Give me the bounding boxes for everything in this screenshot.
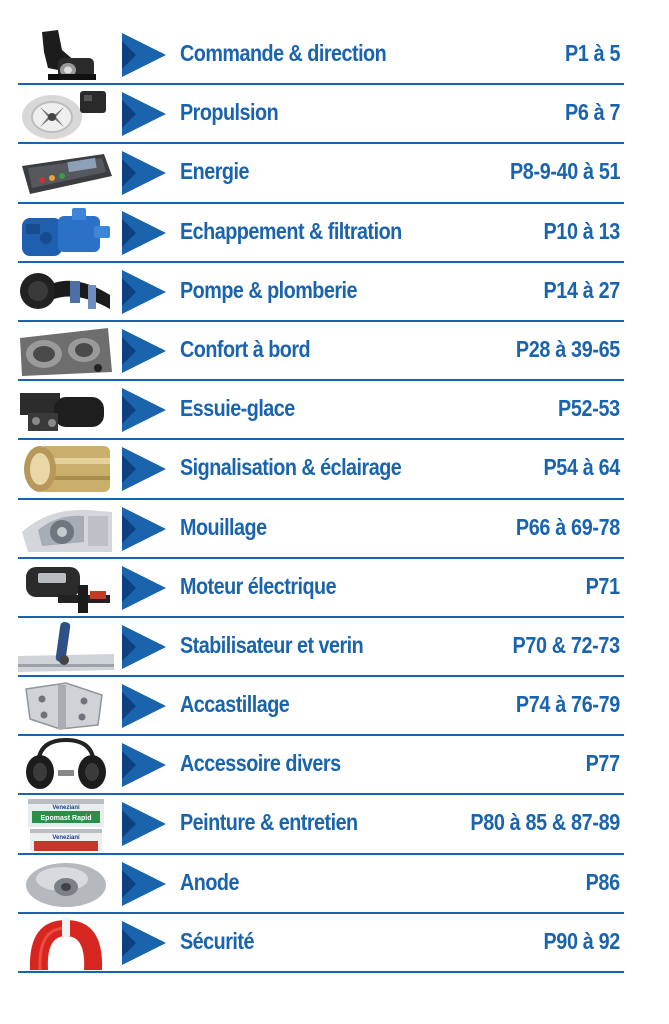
ear-muffs-icon xyxy=(18,738,114,792)
pump-hose-icon xyxy=(18,265,114,319)
toc-label: Mouillage xyxy=(180,513,267,540)
toc-row-commande-direction[interactable] xyxy=(18,26,624,85)
toc-row-mouillage[interactable] xyxy=(18,500,624,559)
toc-label: Propulsion xyxy=(180,99,279,126)
anode-icon xyxy=(18,857,114,911)
toc-page-range: P66 à 69-78 xyxy=(516,513,620,540)
throttle-control-icon xyxy=(18,28,114,82)
toc-label: Signalisation & éclairage xyxy=(180,454,402,481)
arrow-icon xyxy=(116,386,168,434)
toc-label: Echappement & filtration xyxy=(180,217,402,244)
toc-page-range: P52-53 xyxy=(558,395,620,422)
table-of-contents xyxy=(18,26,624,973)
toc-row-anode[interactable] xyxy=(18,855,624,914)
arrow-icon xyxy=(116,31,168,79)
arrow-icon xyxy=(116,209,168,257)
toc-label: Accessoire divers xyxy=(180,750,341,777)
toc-row-securite[interactable] xyxy=(18,914,624,973)
arrow-icon xyxy=(116,741,168,789)
paint-can-icon xyxy=(18,797,114,851)
toc-row-confort-a-bord[interactable] xyxy=(18,322,624,381)
arrow-icon xyxy=(116,800,168,848)
toc-row-essuie-glace[interactable] xyxy=(18,381,624,440)
toc-page-range: P74 à 76-79 xyxy=(516,691,620,718)
toc-page-range: P14 à 27 xyxy=(543,276,620,303)
toc-page-range: P1 à 5 xyxy=(564,40,620,66)
stove-icon xyxy=(18,324,114,378)
toc-label: Sécurité xyxy=(180,927,254,954)
toc-page-range: P6 à 7 xyxy=(564,99,620,126)
paint-brand-text: Veneziani xyxy=(52,835,80,842)
toc-row-accastillage[interactable] xyxy=(18,677,624,736)
toc-row-echappement-filtration[interactable] xyxy=(18,204,624,263)
arrow-icon xyxy=(116,919,168,967)
toc-row-moteur-electrique[interactable] xyxy=(18,559,624,618)
water-lock-muffler-icon xyxy=(18,206,114,260)
battery-charger-icon xyxy=(18,146,114,200)
toc-label: Energie xyxy=(180,158,249,185)
toc-row-energie[interactable] xyxy=(18,144,624,203)
toc-page-range: P90 à 92 xyxy=(543,927,620,954)
toc-label: Anode xyxy=(180,868,239,895)
toc-row-accessoire-divers[interactable] xyxy=(18,736,624,795)
arrow-icon xyxy=(116,327,168,375)
brass-light-icon xyxy=(18,442,114,496)
toc-row-pompe-plomberie[interactable] xyxy=(18,263,624,322)
toc-page-range: P10 à 13 xyxy=(543,217,620,244)
toc-page-range: P28 à 39-65 xyxy=(516,335,620,362)
toc-label: Commande & direction xyxy=(180,40,387,66)
toc-row-stabilisateur-verin[interactable] xyxy=(18,618,624,677)
arrow-icon xyxy=(116,268,168,316)
toc-page-range: P77 xyxy=(585,750,620,777)
arrow-icon xyxy=(116,149,168,197)
toc-page-range: P80 à 85 & 87-89 xyxy=(470,809,620,836)
trim-tab-icon xyxy=(18,620,114,674)
paint-brand-text: Veneziani xyxy=(52,805,80,812)
toc-row-propulsion[interactable] xyxy=(18,85,624,144)
arrow-icon xyxy=(116,623,168,671)
arrow-icon xyxy=(116,505,168,553)
toc-label: Peinture & entretien xyxy=(180,809,358,836)
wiper-motor-icon xyxy=(18,383,114,437)
lifebuoy-icon xyxy=(18,916,114,970)
paint-product-text: Epomast Rapid xyxy=(40,815,92,823)
toc-page-range: P54 à 64 xyxy=(543,454,620,481)
toc-label: Stabilisateur et verin xyxy=(180,631,364,658)
toc-label: Confort à bord xyxy=(180,335,311,362)
bow-thruster-icon xyxy=(18,87,114,141)
arrow-icon xyxy=(116,860,168,908)
arrow-icon xyxy=(116,90,168,138)
toc-page-range: P71 xyxy=(585,572,620,599)
toc-row-peinture-entretien[interactable] xyxy=(18,795,624,854)
toc-label: Accastillage xyxy=(180,691,290,718)
toc-page-range: P70 & 72-73 xyxy=(512,631,620,658)
toc-row-signalisation-eclairage[interactable] xyxy=(18,440,624,499)
arrow-icon xyxy=(116,682,168,730)
arrow-icon xyxy=(116,445,168,493)
toc-page-range: P8-9-40 à 51 xyxy=(509,158,620,185)
hinge-icon xyxy=(18,679,114,733)
toc-label: Essuie-glace xyxy=(180,395,295,422)
toc-label: Pompe & plomberie xyxy=(180,276,357,303)
toc-label: Moteur électrique xyxy=(180,572,337,599)
toc-page-range: P86 xyxy=(585,868,620,895)
electric-outboard-icon xyxy=(18,561,114,615)
windlass-icon xyxy=(18,502,114,556)
arrow-icon xyxy=(116,564,168,612)
